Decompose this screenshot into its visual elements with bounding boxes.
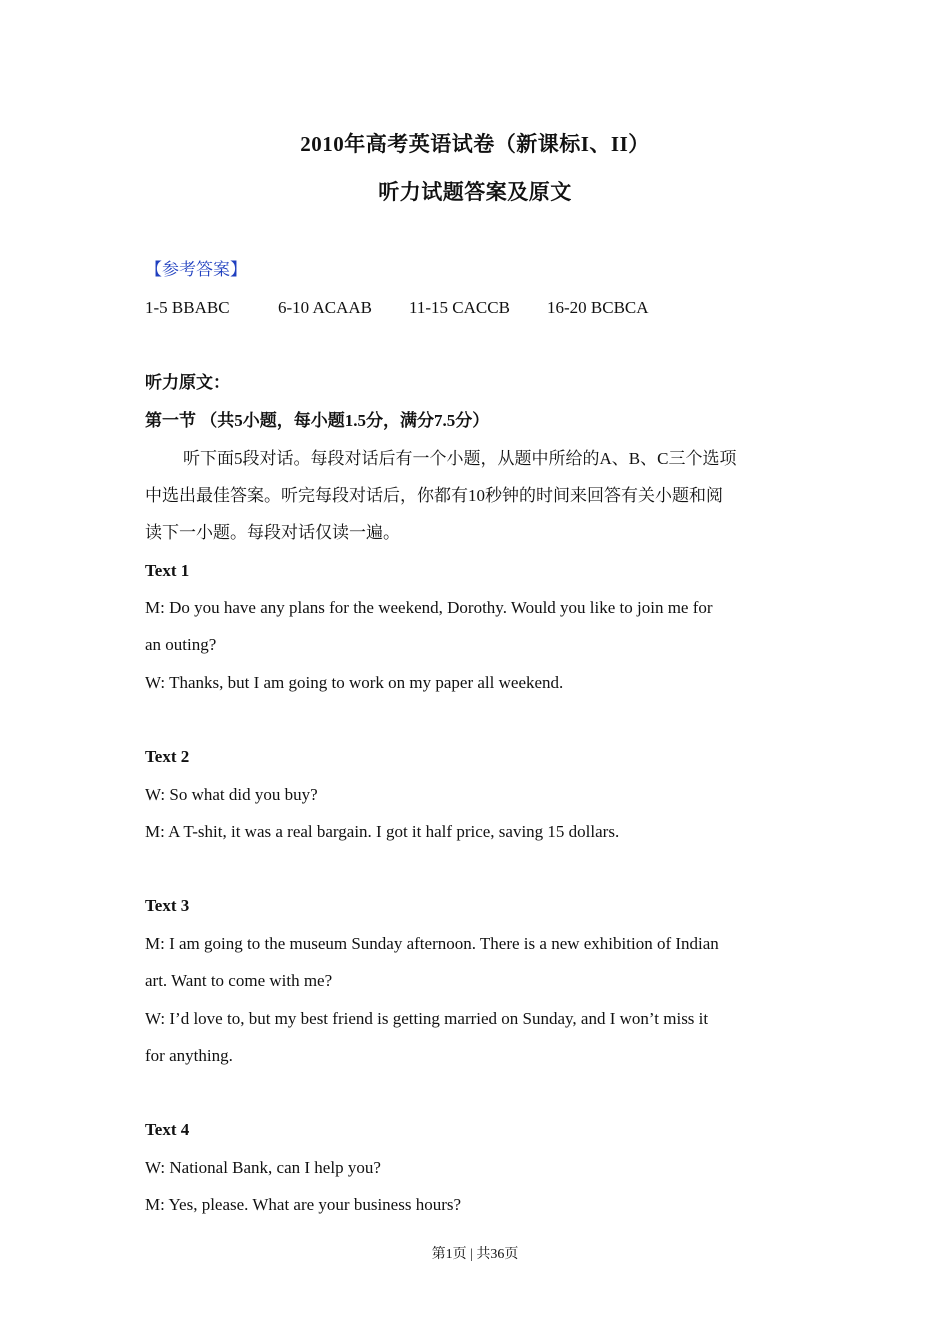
answers-row [145, 296, 649, 320]
answer-group: 1-5 BBABC [145, 298, 230, 317]
instruction-line: 读下一小题。每段对话仅读一遍。 [145, 523, 400, 542]
doc-subtitle: 听力试题答案及原文 [378, 180, 572, 204]
dialogue-line: W: I’d love to, but my best friend is getting married on Sunday, and I won’t miss it [145, 1009, 709, 1028]
answer-group: 11-15 CACCB [409, 298, 510, 317]
answer-group: 6-10 ACAAB [278, 298, 372, 317]
text-label: Text 2 [145, 747, 190, 766]
instruction-line: 中选出最佳答案。听完每段对话后，你都有10秒钟的时间来回答有关小题和阅 [145, 486, 723, 505]
page-footer: 第1页 | 共36页 [431, 1247, 519, 1262]
text-label: Text 4 [145, 1120, 190, 1139]
instruction-line: 听下面5段对话。每段对话后有一个小题，从题中所给的A、B、C三个选项 [183, 449, 737, 468]
dialogue-line: M: Do you have any plans for the weekend, Dorothy. Would you like to join me for [145, 598, 713, 617]
dialogue-line: art. Want to come with me? [145, 971, 333, 990]
text-label: Text 3 [145, 896, 190, 915]
dialogue-line: W: National Bank, can I help you? [145, 1158, 381, 1177]
answers-heading: 【参考答案】 [145, 260, 247, 279]
dialogue-line: W: Thanks, but I am going to work on my paper all weekend. [145, 673, 564, 692]
dialogue-line: M: Yes, please. What are your business hours? [145, 1195, 462, 1214]
transcript-heading: 听力原文： [145, 373, 230, 392]
dialogue-line: M: I am going to the museum Sunday afternoon. There is a new exhibition of Indian [145, 934, 719, 953]
doc-title: 2010年高考英语试卷（新课标I、II） [300, 132, 650, 156]
dialogue-line: an outing? [145, 635, 217, 654]
text-label: Text 1 [145, 561, 190, 580]
dialogue-line: for anything. [145, 1046, 233, 1065]
dialogue-line: M: A T-shit, it was a real bargain. I got it half price, saving 15 dollars. [145, 822, 620, 841]
section1-heading: 第一节 （共5小题，每小题1.5分，满分7.5分） [145, 411, 490, 430]
answer-group: 16-20 BCBCA [547, 298, 649, 317]
dialogue-line: W: So what did you buy? [145, 785, 318, 804]
